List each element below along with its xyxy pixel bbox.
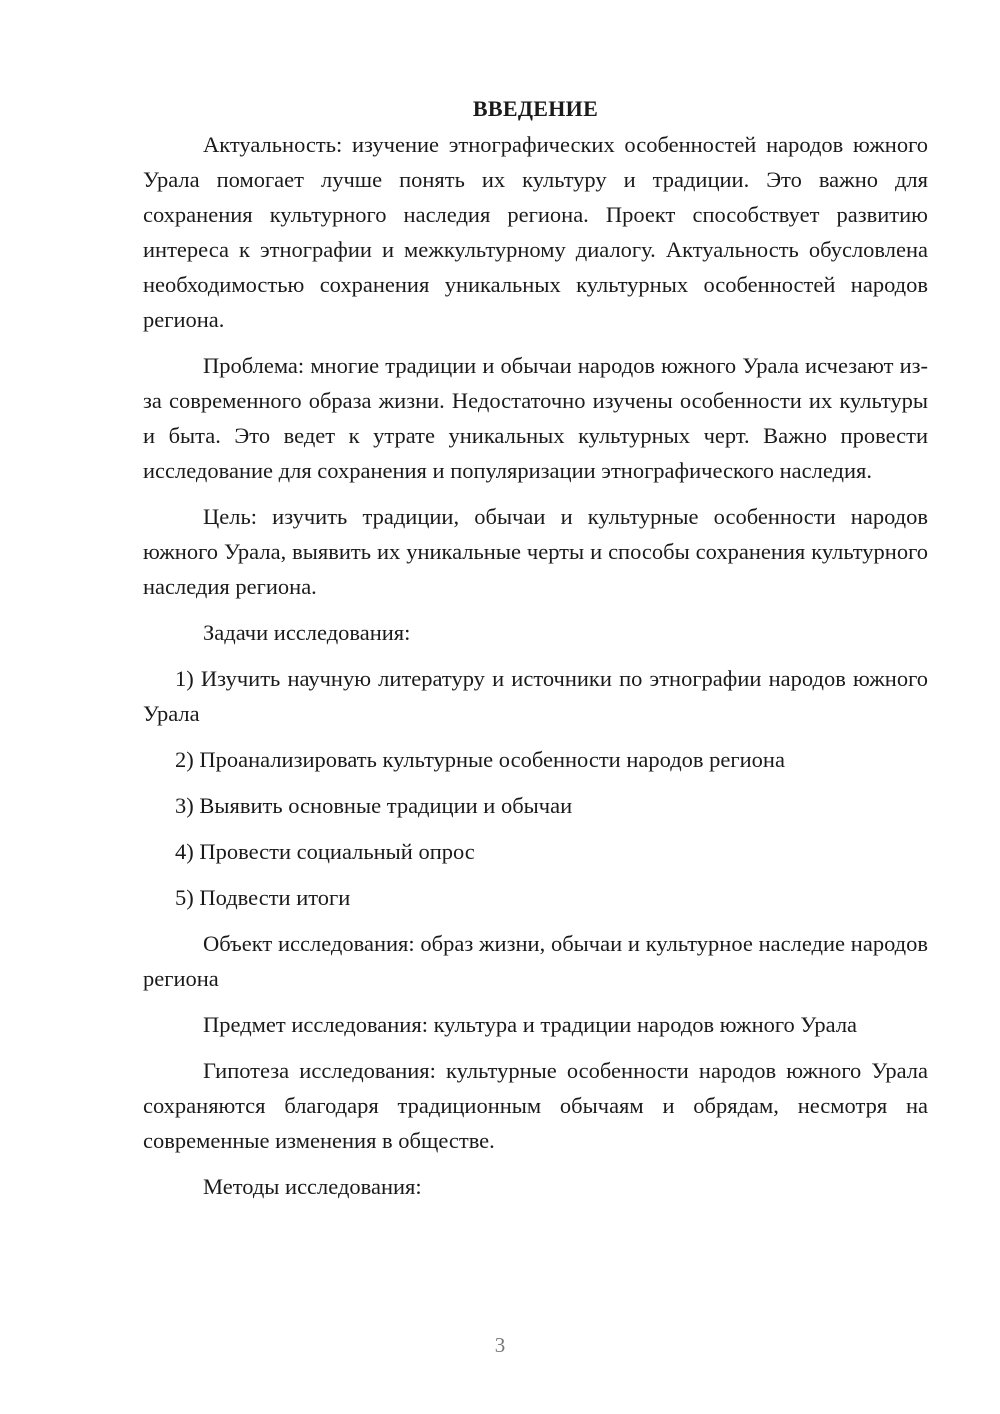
tasks-heading: Задачи исследования: [203,620,411,645]
document-page [143,92,928,1215]
methods-heading: Методы исследования: [203,1174,422,1199]
goal-paragraph: Цель: изучить традиции, обычаи и культурные особенности народов южного Урала, выявить их уникальные черты и способы сохранения культурного наследия региона. [143,504,928,599]
task-item: 1) Изучить научную литературу и источники по этнографии народов южного Урала [143,666,928,726]
object-paragraph: Объект исследования: образ жизни, обычаи и культурное наследие народов региона [143,931,928,991]
task-item: 3) Выявить основные традиции и обычаи [175,793,573,818]
page-number: 3 [494,1333,506,1357]
task-item: 5) Подвести итоги [175,885,351,910]
hypothesis-paragraph: Гипотеза исследования: культурные особенности народов южного Урала сохраняются благодаря традиционным обычаям и обрядам, несмотря на современные изменения в обществе. [143,1058,928,1153]
problem-paragraph: Проблема: многие традиции и обычаи народов южного Урала исчезают из-за современного образа жизни. Недостаточно изучены особенности их культуры и быта. Это ведет к утрате уникальных культурных черт. Важно провести исследование для сохранения и популяризации этнографического наследия. [143,353,928,483]
section-heading: ВВЕДЕНИЕ [472,96,599,121]
task-item: 4) Провести социальный опрос [175,839,475,864]
subject-paragraph: Предмет исследования: культура и традиции народов южного Урала [203,1012,858,1037]
relevance-paragraph: Актуальность: изучение этнографических особенностей народов южного Урала помогает лучше понять их культуру и традиции. Это важно для сохранения культурного наследия региона. Проект способствует развитию интереса к этнографии и межкультурному диалогу. Актуальность обусловлена необходимостью сохранения уникальных культурных особенностей народов региона. [143,132,928,332]
task-item: 2) Проанализировать культурные особенности народов региона [175,747,785,772]
